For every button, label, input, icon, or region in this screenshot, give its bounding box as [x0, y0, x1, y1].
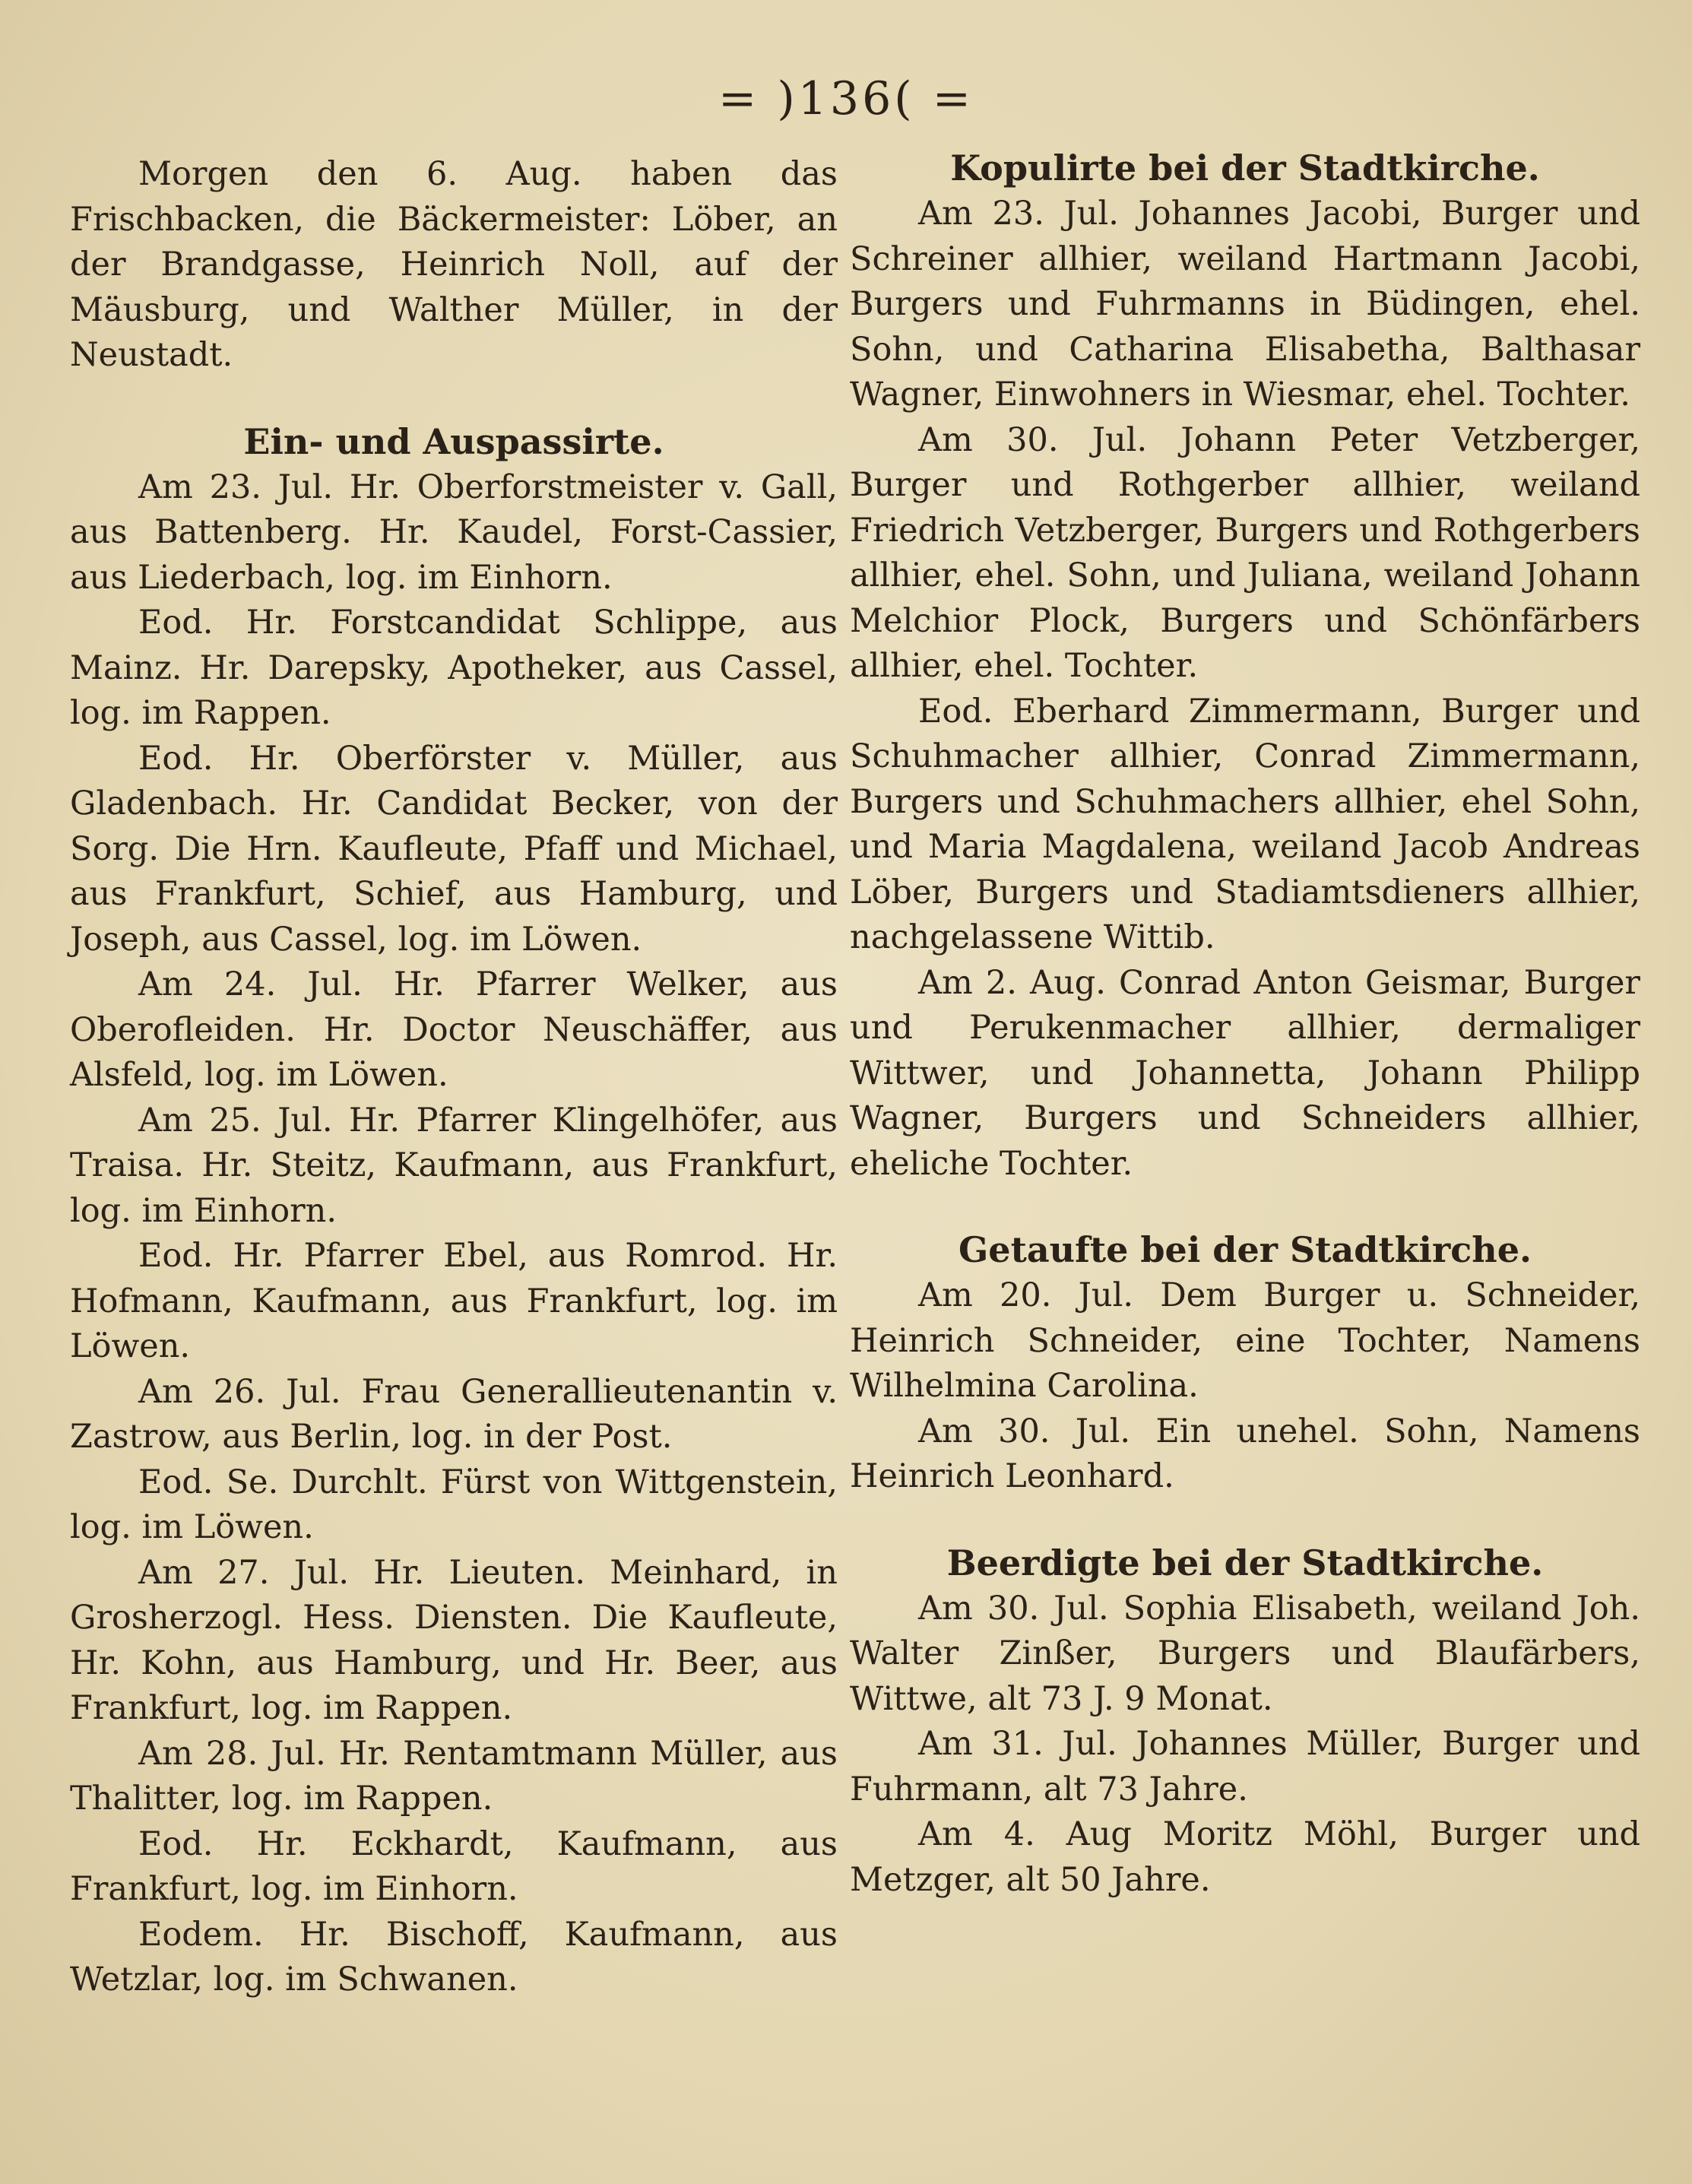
burial-entry: Am 30. Jul. Sophia Elisabeth, weiland Joh. Walter Zinßer, Burgers und Blaufärbers, Wittwe, alt 73 J. 9 Monat. — [850, 1589, 1640, 1718]
traveller-entry: Am 25. Jul. Hr. Pfarrer Klingelhöfer, aus Traisa. Hr. Steitz, Kaufmann, aus Frankfurt, log. im Einhorn. — [70, 1101, 838, 1230]
burial-entry: Am 4. Aug Moritz Möhl, Burger und Metzger, alt 50 Jahre. — [850, 1815, 1640, 1899]
traveller-entry: Am 24. Jul. Hr. Pfarrer Welker, aus Oberofleiden. Hr. Doctor Neuschäffer, aus Alsfeld, log. im Löwen. — [70, 965, 838, 1094]
traveller-entry: Am 28. Jul. Hr. Rentamtmann Müller, aus Thalitter, log. im Rappen. — [70, 1734, 838, 1818]
marriage-entry: Am 30. Jul. Johann Peter Vetzberger, Burger und Rothgerber allhier, weiland Friedrich Vetzberger, Burgers und Rothgerbers allhier, ehel. Sohn, und Juliana, weiland Johann Melchior Plock, Burgers und Schönfärbers allhier, ehel. Tochter. — [850, 420, 1640, 685]
page-header: = )136( = — [718, 72, 974, 125]
traveller-entry: Eod. Hr. Oberförster v. Müller, aus Gladenbach. Hr. Candidat Becker, von der Sorg. Die Hrn. Kaufleute, Pfaff und Michael, aus Frankfurt, Schief, aus Hamburg, und Joseph, aus Cassel, log. im Löwen. — [70, 739, 838, 959]
traveller-entry: Eod. Hr. Forstcandidat Schlippe, aus Mainz. Hr. Darepsky, Apotheker, aus Cassel, log. im Rappen. — [70, 604, 838, 732]
baptism-entry: Am 30. Jul. Ein unehel. Sohn, Namens Heinrich Leonhard. — [850, 1412, 1640, 1495]
section-heading-burials: Beerdigte bei der Stadtkirche. — [946, 1542, 1544, 1583]
bakers-notice: Morgen den 6. Aug. haben das Frischbacken, die Bäckermeister: Löber, an der Brandgasse, Heinrich Noll, auf der Mäusburg, und Walther Müller, in der Neustadt. — [70, 155, 838, 374]
baptism-entry: Am 20. Jul. Dem Burger u. Schneider, Heinrich Schneider, eine Tochter, Namens Wilhelmina Carolina. — [850, 1276, 1640, 1405]
burial-entry: Am 31. Jul. Johannes Müller, Burger und Fuhrmann, alt 73 Jahre. — [850, 1725, 1640, 1808]
marriage-entry: Am 23. Jul. Johannes Jacobi, Burger und Schreiner allhier, weiland Hartmann Jacobi, Burgers und Fuhrmanns in Büdingen, ehel. Sohn, und Catharina Elisabetha, Balthasar Wagner, Einwohners in Wiesmar, ehel. Tochter. — [850, 195, 1640, 414]
traveller-entry: Am 27. Jul. Hr. Lieuten. Meinhard, in Grosherzogl. Hess. Diensten. Die Kaufleute, Hr. Kohn, aus Hamburg, und Hr. Beer, aus Frankfurt, log. im Rappen. — [70, 1553, 838, 1727]
section-heading-baptisms: Getaufte bei der Stadtkirche. — [958, 1229, 1532, 1270]
traveller-entry: Eod. Hr. Eckhardt, Kaufmann, aus Frankfurt, log. im Einhorn. — [70, 1824, 838, 1908]
marriage-entry: Eod. Eberhard Zimmermann, Burger und Schuhmacher allhier, Conrad Zimmermann, Burgers und Schuhmachers allhier, ehel Sohn, und Maria Magdalena, weiland Jacob Andreas Löber, Burgers und Stadiamtsdieners allhier, nachgelassene Wittib. — [850, 692, 1640, 956]
traveller-entry: Am 26. Jul. Frau Generallieutenantin v. Zastrow, aus Berlin, log. in der Post. — [70, 1372, 838, 1456]
left-column — [70, 152, 838, 2003]
section-heading-marriages: Kopulirte bei der Stadtkirche. — [950, 147, 1540, 189]
traveller-entry: Am 23. Jul. Hr. Oberforstmeister v. Gall, aus Battenberg. Hr. Kaudel, Forst-Cassier, aus Liederbach, log. im Einhorn. — [70, 468, 838, 597]
section-heading-travellers: Ein- und Auspassirte. — [243, 420, 664, 462]
traveller-entry: Eodem. Hr. Bischoff, Kaufmann, aus Wetzlar, log. im Schwanen. — [70, 1915, 838, 1999]
marriage-entry: Am 2. Aug. Conrad Anton Geismar, Burger und Perukenmacher allhier, dermaliger Wittwer, und Johannetta, Johann Philipp Wagner, Burgers und Schneiders allhier, eheliche Tochter. — [850, 963, 1640, 1183]
traveller-entry: Eod. Hr. Pfarrer Ebel, aus Romrod. Hr. Hofmann, Kaufmann, aus Frankfurt, log. im Löwen. — [70, 1237, 838, 1365]
traveller-entry: Eod. Se. Durchlt. Fürst von Wittgenstein, log. im Löwen. — [70, 1463, 838, 1546]
right-column — [850, 144, 1640, 1903]
